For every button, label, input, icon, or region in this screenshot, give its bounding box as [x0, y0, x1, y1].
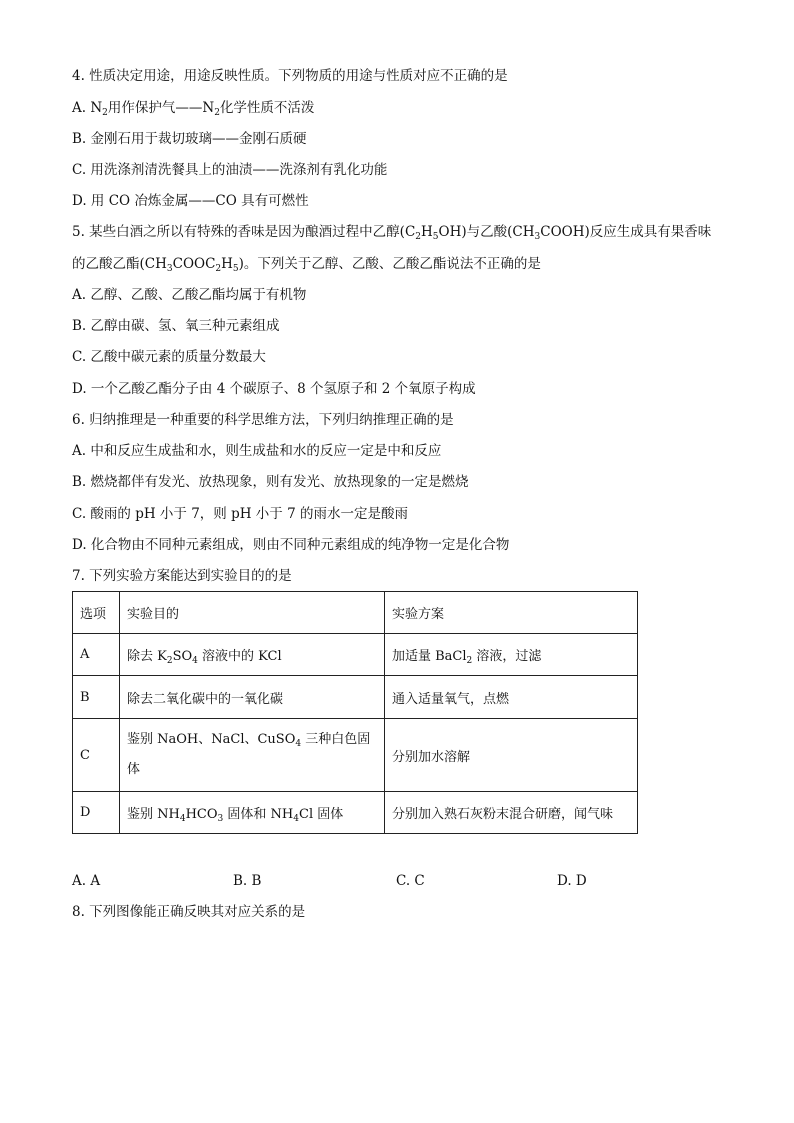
table-row: [73, 676, 638, 719]
q5-option-b: B. 乙醇由碳、氢、氧三种元素组成: [72, 318, 280, 334]
row-option: D: [73, 792, 120, 834]
row-option: B: [73, 676, 120, 719]
q6-option-b: B. 燃烧都伴有发光、放热现象，则有发光、放热现象的一定是燃烧: [72, 474, 469, 490]
table-row: [73, 792, 638, 834]
q7-choice-c: C. C: [396, 873, 425, 889]
q5-stem-line2: 的乙酸乙酯$(CH_3COOC_2H_5)$。下列关于乙醇、乙酸、乙酸乙酯说法不正确的是: [72, 256, 541, 274]
q6-option-a: A. 中和反应生成盐和水，则生成盐和水的反应一定是中和反应: [72, 443, 442, 459]
row-purpose: 鉴别 $NH_4HCO_3$ 固体和 $NH_4Cl$ 固体: [120, 792, 385, 834]
table-header-row: [73, 592, 638, 634]
q4-option-c: C. 用洗涤剂清洗餐具上的油渍——洗涤剂有乳化功能: [72, 162, 388, 178]
q4-option-a: A. $N_2$用作保护气$——N_2$化学性质不活泼: [72, 100, 315, 118]
q7-choice-b: B. B: [233, 873, 262, 889]
q7-choice-d: D. D: [557, 873, 587, 889]
q5-option-c: C. 乙酸中碳元素的质量分数最大: [72, 349, 266, 365]
header-option: 选项: [73, 592, 120, 634]
row-method: 分别加入熟石灰粉末混合研磨，闻气味: [385, 792, 638, 834]
row-method: 通入适量氧气，点燃: [385, 676, 638, 719]
row-purpose: 除去 $K_2SO_4$ 溶液中的 KCl: [120, 634, 385, 676]
q5-option-a: A. 乙醇、乙酸、乙酸乙酯均属于有机物: [72, 287, 307, 303]
q8-stem: 8. 下列图像能正确反映其对应关系的是: [72, 904, 306, 920]
q7-stem: 7. 下列实验方案能达到实验目的的是: [72, 568, 292, 584]
experiment-table: [72, 591, 638, 834]
row-option: A: [73, 634, 120, 676]
q4-option-d: D. 用 CO 冶炼金属——CO 具有可燃性: [72, 193, 309, 209]
q6-stem: 6. 归纳推理是一种重要的科学思维方法，下列归纳推理正确的是: [72, 412, 454, 428]
q6-option-d: D. 化合物由不同种元素组成，则由不同种元素组成的纯净物一定是化合物: [72, 537, 510, 553]
row-method: 分别加水溶解: [385, 719, 638, 792]
q5-option-d: D. 一个乙酸乙酯分子由 4 个碳原子、8 个氢原子和 2 个氧原子构成: [72, 381, 476, 397]
table-row: [73, 719, 638, 792]
q6-option-c: C. 酸雨的 pH 小于 7，则 pH 小于 7 的雨水一定是酸雨: [72, 506, 408, 522]
row-option: C: [73, 719, 120, 792]
q4-option-b: B. 金刚石用于裁切玻璃——金刚石质硬: [72, 131, 307, 147]
q7-choice-a: A. A: [72, 873, 101, 889]
header-method: 实验方案: [385, 592, 638, 634]
row-purpose: 鉴别 NaOH、NaCl、CuSO$_4$ 三种白色固 体: [120, 719, 385, 792]
q4-stem: 4. 性质决定用途，用途反映性质。下列物质的用途与性质对应不正确的是: [72, 68, 508, 84]
q5-stem-line1: 5. 某些白酒之所以有特殊的香味是因为酿酒过程中乙醇$(C_2H_5OH)$与乙酸$(CH_3COOH)$反应生成具有果香味: [72, 224, 712, 242]
row-purpose: 除去二氧化碳中的一氧化碳: [120, 676, 385, 719]
row-method: 加适量 BaCl$_2$ 溶液，过滤: [385, 634, 638, 676]
header-purpose: 实验目的: [120, 592, 385, 634]
table-row: [73, 634, 638, 676]
